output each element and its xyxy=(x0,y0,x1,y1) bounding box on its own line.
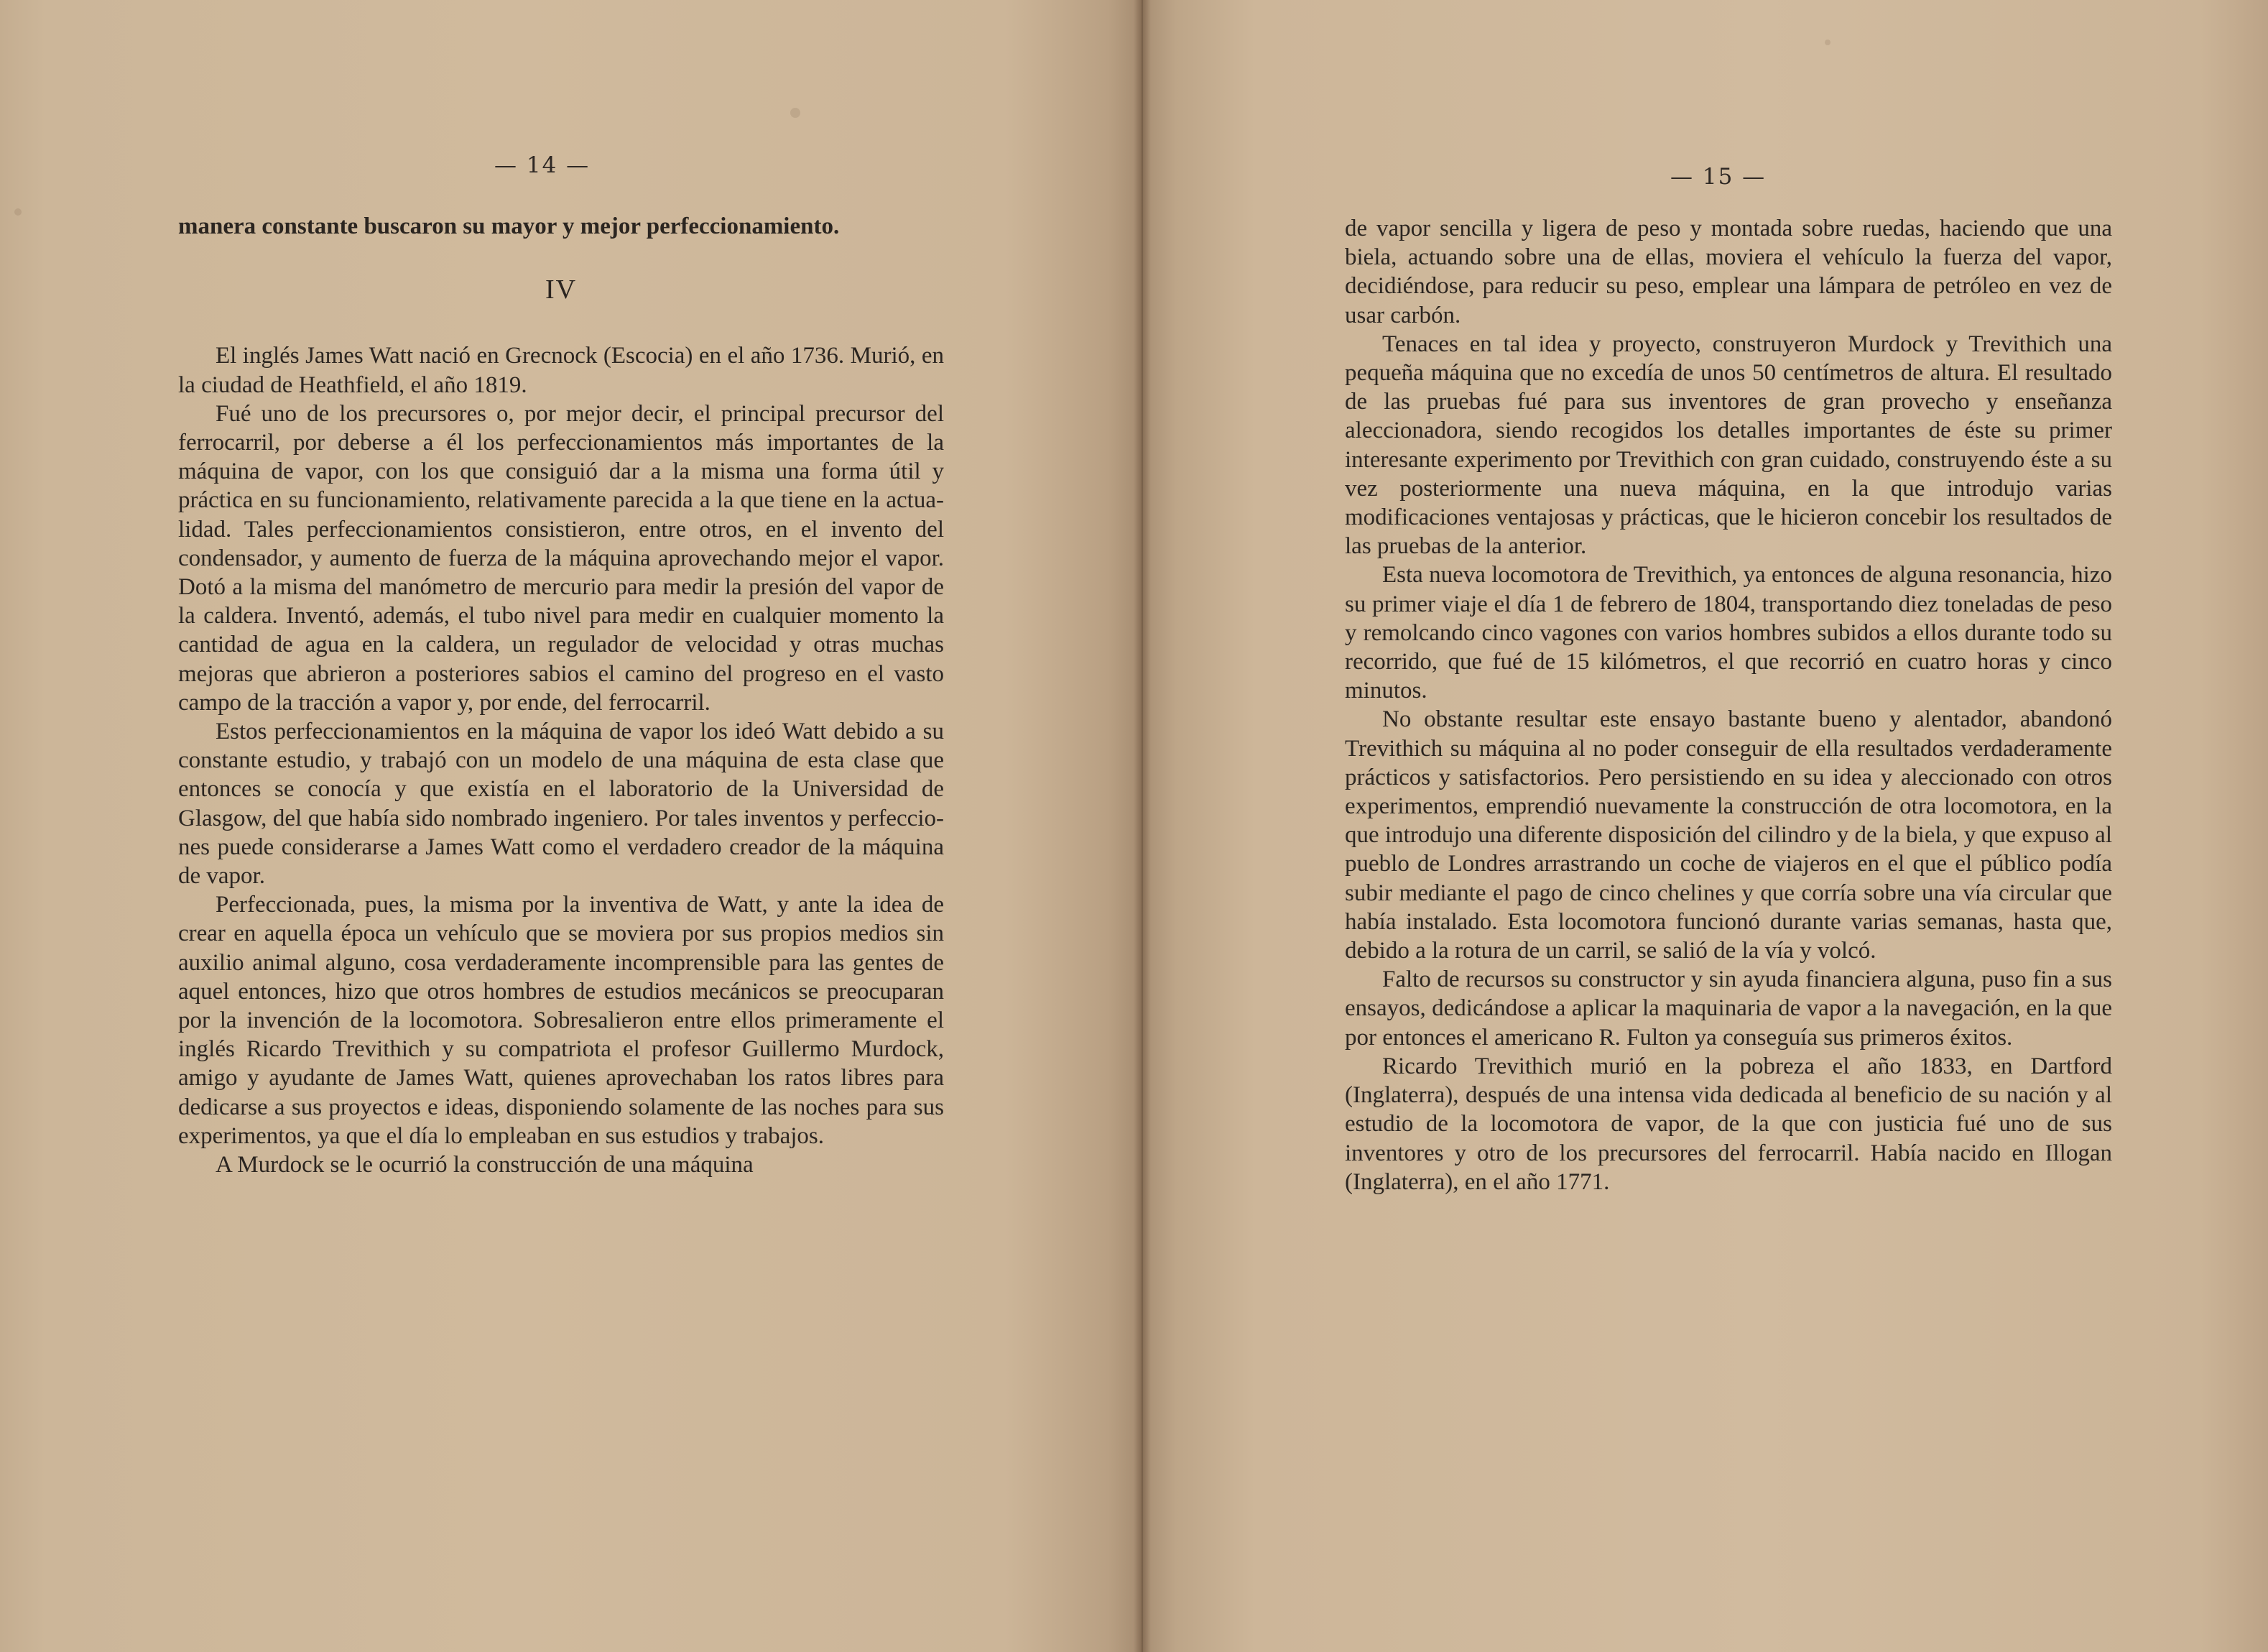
paragraph: Esta nueva locomotora de Trevithich, ya entonces de alguna resonancia, hizo su primer viaje el día 1 de febrero de 1804, transportando diez toneladas de peso y remolcando cinco vagones con varios hombres subidos a ellos durante todo su recorrido, que fué de 15 kilómetros, el que recorrió en cuatro horas y cinco minutos. xyxy=(1345,562,2112,704)
page-number: — 14 — xyxy=(494,152,591,178)
left-text-block xyxy=(178,212,944,1179)
paragraph: Falto de recursos su constructor y sin ayuda financiera alguna, puso fin a sus ensayos, dedicándose a aplicar la maquinaria de vapor a la navegación, en la que por entonces el americano R. Fulton ya conseguía sus primeros éxitos. xyxy=(1345,966,2112,1051)
paragraph: Tenaces en tal idea y proyecto, construyeron Murdock y Trevithich una pequeña máquina que no excedía de unos 50 centímetros de altura. El resultado de las pruebas fué para sus inventores de gran provecho y enseñanza aleccionadora, siendo recogidos los detalles importantes de éste su primer interesante experimento por Trevithich con gran cuidado, construyendo éste a su vez posteriormente una nueva máquina, en la que introdujo varias modificaciones ventajosas y prácticas, que le hicieron concebir los resultados de las pruebas de la anterior. xyxy=(1345,331,2112,560)
paragraph: Estos perfeccionamientos en la máquina de vapor los ideó Watt debido a su constante estudio, y trabajó con un modelo de una máquina de esta clase que entonces se conocía y que existía en el laboratorio de la Universidad de Glasgow, del que había sido nombrado ingeniero. Por tales inventos y perfecciones puede considerarse a James Watt como el verdadero creador de la máquina de vapor. xyxy=(178,719,944,890)
paragraph: Perfeccionada, pues, la misma por la inventiva de Watt, y ante la idea de crear en aquella época un vehículo que se moviera por sus propios medios sin auxilio animal alguno, cosa verdaderamente incomprensible para las gentes de aquel entonces, hizo que otros hombres de estudios mecánicos se preocuparan por la invención de la locomotora. Sobresalieron entre ellos primeramente el inglés Ricardo Trevithich y su compatriota el profesor Guillermo Murdock, amigo y ayudante de James Watt, quienes aprovechaban los ratos libres para dedicarse a sus proyectos e ideas, disponiendo solamente de las noches para sus experimentos, ya que el día lo empleaban en sus estudios y trabajos. xyxy=(178,892,944,1149)
chapter-heading: IV xyxy=(545,274,578,305)
paper-spot xyxy=(14,208,22,216)
paper-spot xyxy=(1825,40,1830,45)
right-page xyxy=(1142,0,2268,1652)
paragraph: No obstante resultar este ensayo bastante bueno y alentador, abandonó Trevithich su máquina al no poder conseguir de ella resultados verdaderamente prácticos y satisfactorios. Pero persistiendo en su idea y aleccionado con otros experimentos, emprendió nuevamente la construcción de otra locomotora, en la que introdujo una diferente disposición del cilindro y de la biela, y que expuso al pueblo de Londres arrastrando un coche de viajeros en el que el público podía subir mediante el pago de cinco chelines y que corría sobre una vía circular que había instalado. Esta locomotora funcionó durante varias semanas, hasta que, debido a la rotura de un carril, se salió de la vía y volcó. xyxy=(1345,706,2112,964)
paper-spot xyxy=(790,108,800,118)
paragraph: A Murdock se le ocurrió la construcción de una máquina xyxy=(216,1152,754,1178)
paragraph: Ricardo Trevithich murió en la pobreza el año 1833, en Dartford (Inglaterra), después de una intensa vida dedicada al beneficio de su nación y al estudio de la locomotora de vapor, de la que con justicia fué uno de sus inventores y otro de los precursores del ferrocarril. Había nacido en Illogan (Inglaterra), en el año 1771. xyxy=(1345,1053,2112,1195)
paragraph: El inglés James Watt nació en Grecnock (Escocia) en el año 1736. Murió, en la ciudad de Heathfield, el año 1819. xyxy=(178,343,944,398)
opening-paragraph: manera constante buscaron su mayor y mejor perfeccionamiento. xyxy=(178,213,840,239)
right-text-block xyxy=(1345,214,2112,1196)
page-number: — 15 — xyxy=(1670,164,1767,190)
opening-paragraph: de vapor sencilla y ligera de peso y montada sobre ruedas, haciendo que una biela, actuando sobre una de ellas, moviera el vehículo la fuerza del vapor, decidiéndose, para reducir su peso, emplear una lámpara de petróleo en vez de usar carbón. xyxy=(1345,216,2112,328)
paragraph: Fué uno de los precursores o, por mejor decir, el principal precursor del ferrocarril, por deberse a él los perfeccionamientos más importantes de la máquina de vapor, con los que consiguió dar a la misma una forma útil y práctica en su funcionamiento, relativamente parecida a la que tiene en la actualidad. Tales perfeccionamientos consistieron, entre otros, en el invento del condensador, y aumento de fuerza de la máquina aprovechando mejor el vapor. Dotó a la misma del manómetro de mercurio para medir la presión del vapor de la caldera. Inventó, además, el tubo nivel para medir en cualquier momento la cantidad de agua en la caldera, un regulador de velocidad y otras muchas mejoras que abrieron a posteriores sabios el camino del progreso en el vasto campo de la tracción a vapor y, por ende, del ferrocarril. xyxy=(178,400,944,716)
